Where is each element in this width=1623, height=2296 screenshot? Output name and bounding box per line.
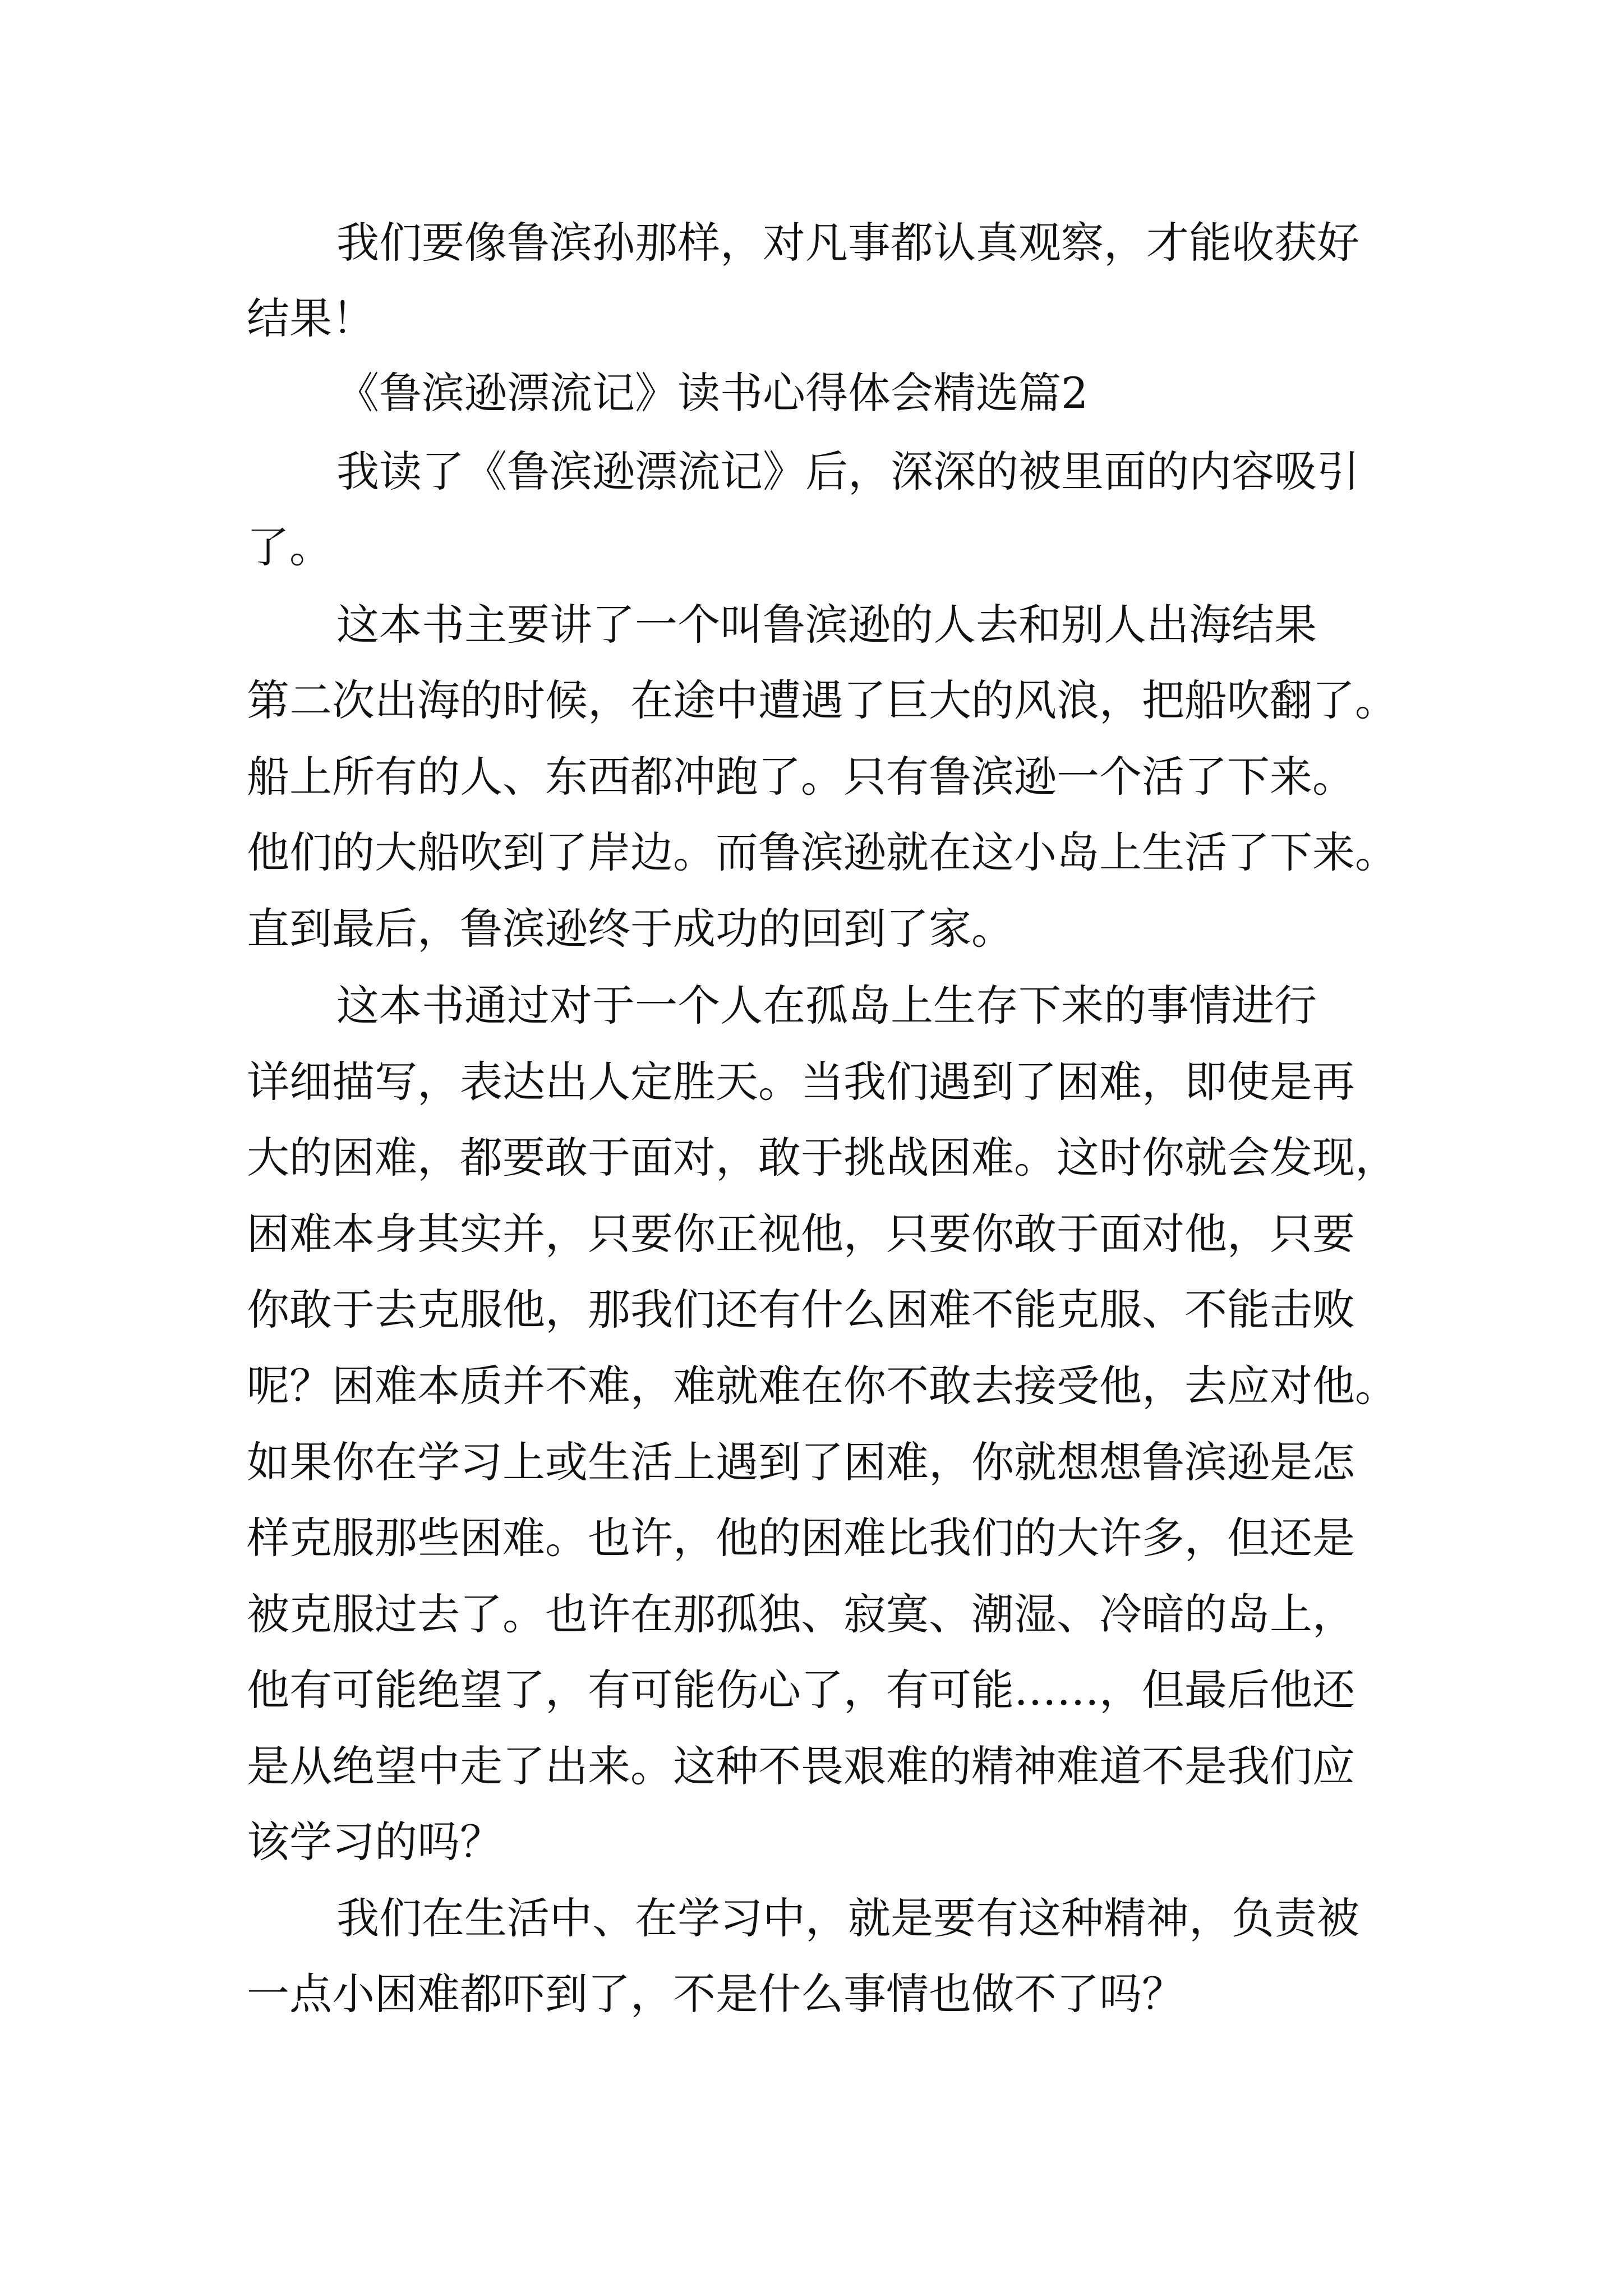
paragraph-line: 我读了《鲁滨逊漂流记》后，深深的被里面的内容吸引: [336, 447, 1359, 496]
paragraph-line: 困难本身其实并，只要你正视他，只要你敢于面对他，只要: [247, 1209, 1355, 1259]
section-title: 《鲁滨逊漂流记》读书心得体会精选篇2: [336, 368, 1089, 418]
paragraph-line: 船上所有的人、东西都冲跑了。只有鲁滨逊一个活了下来。: [247, 752, 1355, 802]
paragraph-line: 大的困难，都要敢于面对，敢于挑战困难。这时你就会发现，: [247, 1133, 1398, 1182]
paragraph-line: 了。: [247, 522, 332, 572]
paragraph-line: 呢？困难本质并不难，难就难在你不敢去接受他，去应对他。: [247, 1361, 1398, 1411]
paragraph-line: 结果！: [247, 293, 375, 343]
paragraph-line: 被克服过去了。也许在那孤独、寂寞、潮湿、冷暗的岛上，: [247, 1589, 1355, 1639]
paragraph-line: 直到最后，鲁滨逊终于成功的回到了家。: [247, 904, 1014, 954]
paragraph-line: 他们的大船吹到了岸边。而鲁滨逊就在这小岛上生活了下来。: [247, 827, 1398, 877]
paragraph-line: 我们在生活中、在学习中，就是要有这种精神，负责被: [336, 1893, 1359, 1943]
paragraph-line: 第二次出海的时候，在途中遭遇了巨大的风浪，把船吹翻了。: [247, 675, 1398, 725]
paragraph-line: 样克服那些困难。也许，他的困难比我们的大许多，但还是: [247, 1513, 1355, 1563]
paragraph-line: 这本书通过对于一个人在孤岛上生存下来的事情进行: [336, 981, 1317, 1030]
paragraph-line: 这本书主要讲了一个叫鲁滨逊的人去和别人出海结果: [336, 600, 1317, 650]
paragraph-line: 详细描写，表达出人定胜天。当我们遇到了困难，即使是再: [247, 1057, 1355, 1107]
paragraph-line: 该学习的吗？: [247, 1817, 502, 1867]
paragraph-line: 他有可能绝望了，有可能伤心了，有可能……，但最后他还: [247, 1665, 1355, 1715]
paragraph-line: 如果你在学习上或生活上遇到了困难，你就想想鲁滨逊是怎: [247, 1437, 1355, 1487]
paragraph-line: 你敢于去克服他，那我们还有什么困难不能克服、不能击败: [247, 1285, 1355, 1335]
paragraph-line: 一点小困难都吓到了，不是什么事情也做不了吗？: [247, 1969, 1184, 2019]
paragraph-line: 是从绝望中走了出来。这种不畏艰难的精神难道不是我们应: [247, 1741, 1355, 1791]
paragraph-line: 我们要像鲁滨孙那样，对凡事都认真观察，才能收获好: [336, 218, 1359, 268]
